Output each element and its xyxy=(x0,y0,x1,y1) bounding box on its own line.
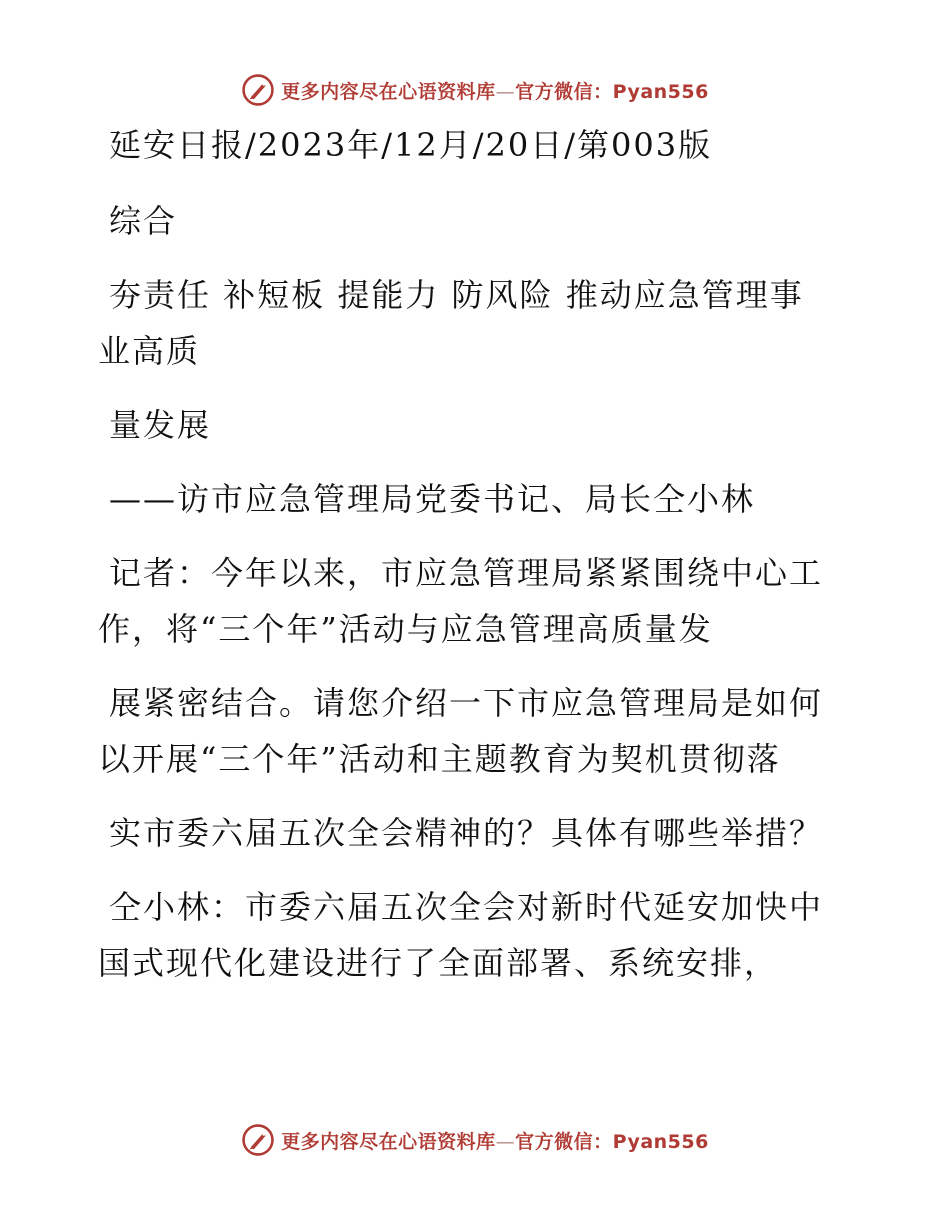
headline-line-3: 量发展 xyxy=(109,406,212,444)
footer-banner-text xyxy=(281,1127,709,1154)
paragraph-line: 国式现代化建设进行了全面部署、系统安排， xyxy=(98,944,779,982)
paragraph-line: 作，将“三个年”活动与应急管理高质量发 xyxy=(98,610,713,648)
paragraph-line: 以开展“三个年”活动和主题教育为契机贯彻落 xyxy=(98,740,781,778)
section-label: 综合 xyxy=(109,202,178,240)
subheadline: ——访市应急管理局党委书记、局长仝小林 xyxy=(109,480,756,518)
header-contact-text: 官方微信：Pyan556 xyxy=(515,80,709,103)
publication-line: 延安日报/2023年/12月/20日/第003版 xyxy=(109,126,713,164)
header-banner-text xyxy=(281,77,709,104)
footer-contact-text: 官方微信：Pyan556 xyxy=(515,1130,709,1153)
paragraph-line: 展紧密结合。请您介绍一下市应急管理局是如何 xyxy=(109,684,824,722)
header-separator: — xyxy=(495,80,516,103)
headline-line-1: 夯责任 补短板 提能力 防风险 推动应急管理事 xyxy=(109,276,804,314)
footer-banner-inner xyxy=(241,1123,709,1157)
pen-nib-seal-icon xyxy=(241,73,275,107)
footer-brand-text: 更多内容尽在心语资料库 xyxy=(281,1130,496,1153)
paragraph-line: 仝小林：市委六届五次全会对新时代延安加快中 xyxy=(109,888,824,926)
footer-banner xyxy=(0,1118,950,1162)
headline-line-2: 业高质 xyxy=(98,332,201,370)
paragraph-line: 实市委六届五次全会精神的？具体有哪些举措？ xyxy=(109,814,824,852)
header-banner-inner xyxy=(241,73,709,107)
article-body xyxy=(98,118,838,982)
pen-nib-seal-icon xyxy=(241,1123,275,1157)
header-banner xyxy=(0,68,950,112)
header-brand-text: 更多内容尽在心语资料库 xyxy=(281,80,496,103)
footer-separator: — xyxy=(495,1130,516,1153)
paragraph-line: 记者：今年以来，市应急管理局紧紧围绕中心工 xyxy=(109,554,824,592)
